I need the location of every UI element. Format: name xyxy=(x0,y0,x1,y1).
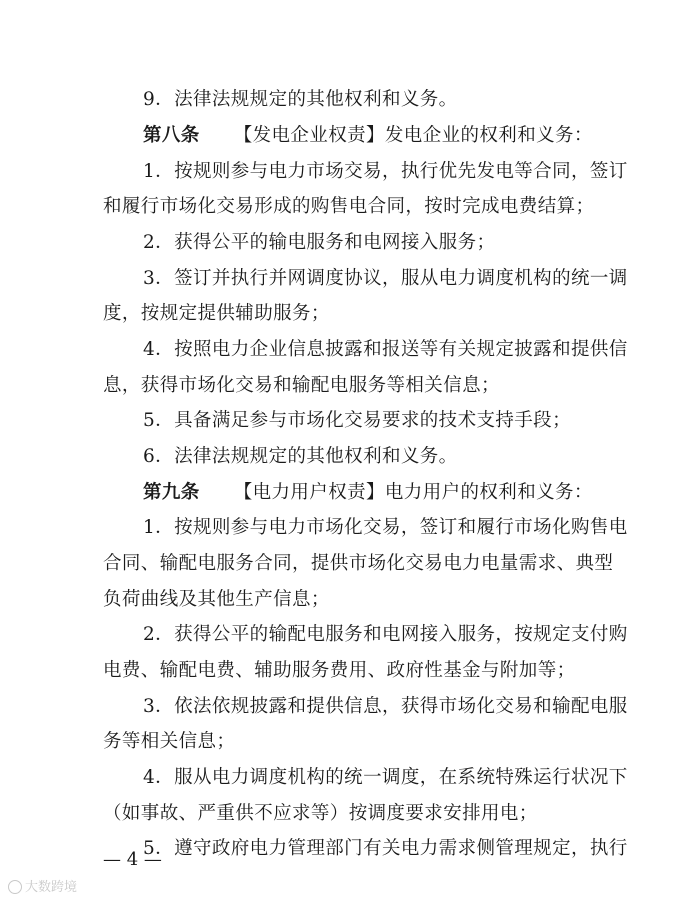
page-number: — 4 — xyxy=(103,849,162,870)
paragraph-line: 2．获得公平的输电服务和电网接入服务； xyxy=(143,232,496,253)
paragraph-line: 2．获得公平的输配电服务和电网接入服务，按规定支付购 xyxy=(143,624,628,645)
paragraph-line: 3．依法依规披露和提供信息，获得市场化交易和输配电服 xyxy=(143,696,628,717)
paragraph-line: 1．按规则参与电力市场化交易，签订和履行市场化购售电 xyxy=(143,517,628,538)
paragraph-line: 5．遵守政府电力管理部门有关电力需求侧管理规定，执行 xyxy=(143,838,628,859)
watermark-logo-icon xyxy=(8,880,22,894)
paragraph-line: 5．具备满足参与市场化交易要求的技术支持手段； xyxy=(143,410,571,431)
paragraph-line: 4．按照电力企业信息披露和报送等有关规定披露和提供信 xyxy=(143,339,628,360)
article-9-title: 【电力用户权责】电力用户的权利和义务： xyxy=(233,482,593,503)
article-8-heading: 第八条 xyxy=(143,125,200,146)
paragraph-line: 4．服从电力调度机构的统一调度，在系统特殊运行状况下 xyxy=(143,767,628,788)
article-8-title: 【发电企业权责】发电企业的权利和义务： xyxy=(233,125,593,146)
paragraph-line: 和履行市场化交易形成的购售电合同，按时完成电费结算； xyxy=(103,196,595,217)
paragraph-line: 度，按规定提供辅助服务； xyxy=(103,303,330,324)
watermark-text: 大数跨境 xyxy=(25,880,78,895)
paragraph-line: 3．签订并执行并网调度协议，服从电力调度机构的统一调 xyxy=(143,268,628,289)
article-9-heading: 第九条 xyxy=(143,482,200,503)
paragraph-line: 9．法律法规规定的其他权利和义务。 xyxy=(143,89,458,110)
paragraph-line: 1．按规则参与电力市场交易，执行优先发电等合同，签订 xyxy=(143,161,628,182)
paragraph-line: 务等相关信息； xyxy=(103,731,236,752)
article-8-line xyxy=(143,124,593,148)
paragraph-line: 负荷曲线及其他生产信息； xyxy=(103,589,330,610)
article-9-line xyxy=(143,481,593,505)
paragraph-line: 合同、输配电服务合同，提供市场化交易电力电量需求、典型 xyxy=(103,553,614,574)
paragraph-line: 6．法律法规规定的其他权利和义务。 xyxy=(143,446,458,467)
paragraph-line: （如事故、严重供不应求等）按调度要求安排用电； xyxy=(103,803,538,824)
paragraph-line: 电费、输配电费、辅助服务费用、政府性基金与附加等； xyxy=(103,660,576,681)
paragraph-line: 息，获得市场化交易和输配电服务等相关信息； xyxy=(103,375,500,396)
watermark xyxy=(8,876,77,895)
